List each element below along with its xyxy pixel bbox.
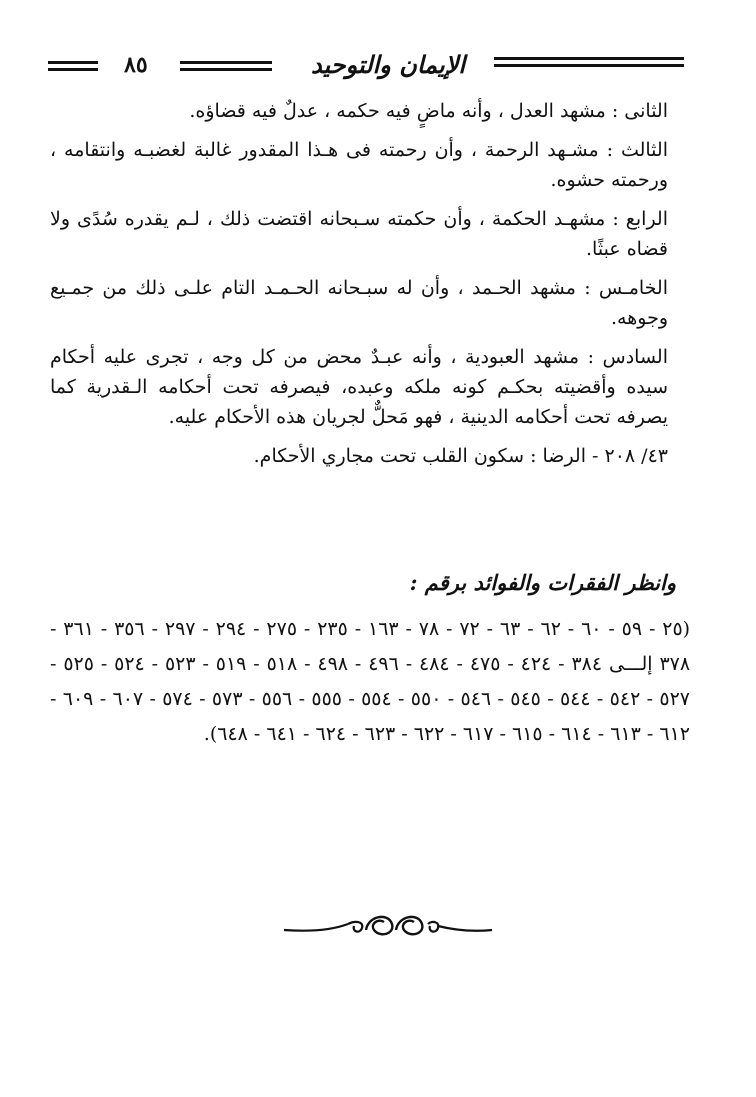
paragraph-sixth: السادس : مشهد العبودية ، وأنه عبـدٌ محض من كل وجه ، تجرى عليه أحكام سيده وأقضيته بحكـم كونه ملكه وعبده، فيصرفه تحت أحكامه الـقدرية كما يصرفه تحت أحكامه الدينية ، فهو مَحلٌّ لجريان هذه الأحكام عليه. — [50, 346, 668, 428]
definition-entry: ٤٣/ ٢٠٨ - الرضا : سكون القلب تحت مجاري الأحكام. — [253, 445, 668, 467]
references-heading: وانظر الفقرات والفوائد برقم : — [409, 570, 676, 595]
paragraph-fourth: الرابع : مشهـد الحكمة ، وأن حكمته سـبحانه اقتضت ذلك ، لـم يقدره سُدًى ولا قضاه عبثًا. — [50, 208, 668, 260]
header-rule-middle — [180, 61, 272, 71]
running-title: الإيمان والتوحيد — [310, 50, 466, 79]
header-rule-right — [494, 57, 684, 67]
body-text — [50, 96, 696, 480]
paragraph-fifth: الخامـس : مشهد الحـمد ، وأن له سبـحانه الحـمـد التام علـى ذلك من جمـيع وجوهه. — [50, 277, 668, 329]
page-header — [40, 48, 688, 88]
decorative-flourish-icon — [282, 900, 494, 948]
paragraph-third: الثالث : مشـهد الرحمة ، وأن رحمته فى هـذا المقدور غالبة لغضبـه وانتقامه ، ورحمته حشوه. — [50, 139, 668, 191]
references-list: (٢٥ - ٥٩ - ٦٠ - ٦٢ - ٦٣ - ٧٢ - ٧٨ - ١٦٣ - ٢٣٥ - ٢٧٥ - ٢٩٤ - ٢٩٧ - ٣٥٦ - ٣٦١ - ٣٧٨ إلـــى ٣٨٤ - ٤٢٤ - ٤٧٥ - ٤٨٤ - ٤٩٦ - ٤٩٨ - ٥١٨ - ٥١٩ - ٥٢٣ - ٥٢٤ - ٥٢٥ - ٥٢٧ - ٥٤٢ - ٥٤٤ - ٥٤٥ - ٥٤٦ - ٥٥٠ - ٥٥٤ - ٥٥٥ - ٥٥٦ - ٥٧٣ - ٥٧٤ - ٦٠٧ - ٦٠٩ - ٦١٢ - ٦١٣ - ٦١٤ - ٦١٥ - ٦١٧ - ٦٢٢ - ٦٢٣ - ٦٢٤ - ٦٤١ - ٦٤٨). — [50, 618, 691, 745]
paragraph-second: الثانى : مشهد العدل ، وأنه ماضٍ فيه حكمه ، عدلٌ فيه قضاؤه. — [189, 100, 668, 122]
page-number: ٨٥ — [124, 52, 148, 78]
header-rule-left — [48, 61, 98, 71]
